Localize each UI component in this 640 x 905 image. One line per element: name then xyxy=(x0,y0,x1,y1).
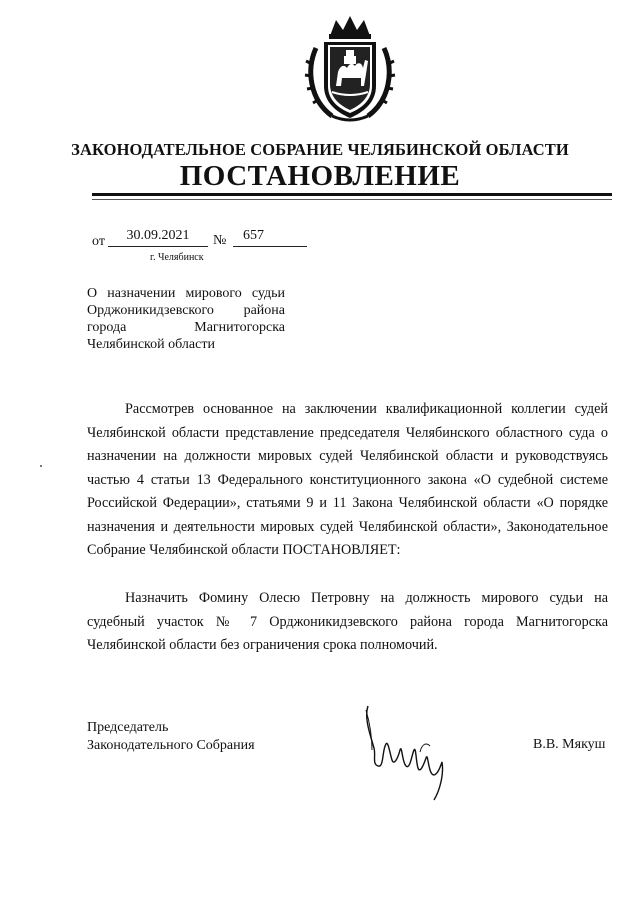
organization-name: ЗАКОНОДАТЕЛЬНОЕ СОБРАНИЕ ЧЕЛЯБИНСКОЙ ОБЛАСТИ xyxy=(71,140,569,159)
body-paragraph-decision: Назначить Фомину Олесю Петровну на должность мирового судьи на судебный участок № 7 Орджоникидзевского района города Магнитогорска Челябинской области без ограничения срока полномочий. xyxy=(87,590,608,653)
body-paragraph-preamble: Рассмотрев основанное на заключении квалификационной коллегии судей Челябинской области представление председателя Челябинского областного суда о назначении на должности мировых судей Челябинской области и руководствуясь частью 4 статьи 13 Федерального конституционного закона «О судебной системе Российской Федерации», статьями 9 и 11 Закона Челябинской области «О порядке назначения и деятельности мировых судей Челябинской области», Законодательное Собрание Челябинской области ПОСТАНОВЛЯЕТ: xyxy=(87,401,608,558)
document-number: 657 xyxy=(243,228,264,243)
signatory-name: В.В. Мякуш xyxy=(533,737,606,752)
city-label: г. Челябинск xyxy=(150,252,204,263)
header-rule-thin xyxy=(92,199,612,200)
header-rule xyxy=(92,193,612,196)
signature-icon xyxy=(360,704,455,804)
document-date: 30.09.2021 xyxy=(108,228,208,247)
scan-artifact-dot xyxy=(40,465,42,467)
number-sign-label: № xyxy=(213,233,227,248)
document-subject: О назначении мирового судьи Орджоникидзевского района города Магнитогорска Челябинской области xyxy=(87,286,285,352)
signatory-role-line1: Председатель xyxy=(87,720,169,735)
signatory-role-line2: Законодательного Собрания xyxy=(87,738,255,753)
date-prefix-label: от xyxy=(92,234,105,249)
signatory-role xyxy=(87,719,255,755)
coat-of-arms-icon xyxy=(302,14,398,126)
document-number-field xyxy=(233,228,307,247)
document-type-title: ПОСТАНОВЛЕНИЕ xyxy=(179,160,461,192)
